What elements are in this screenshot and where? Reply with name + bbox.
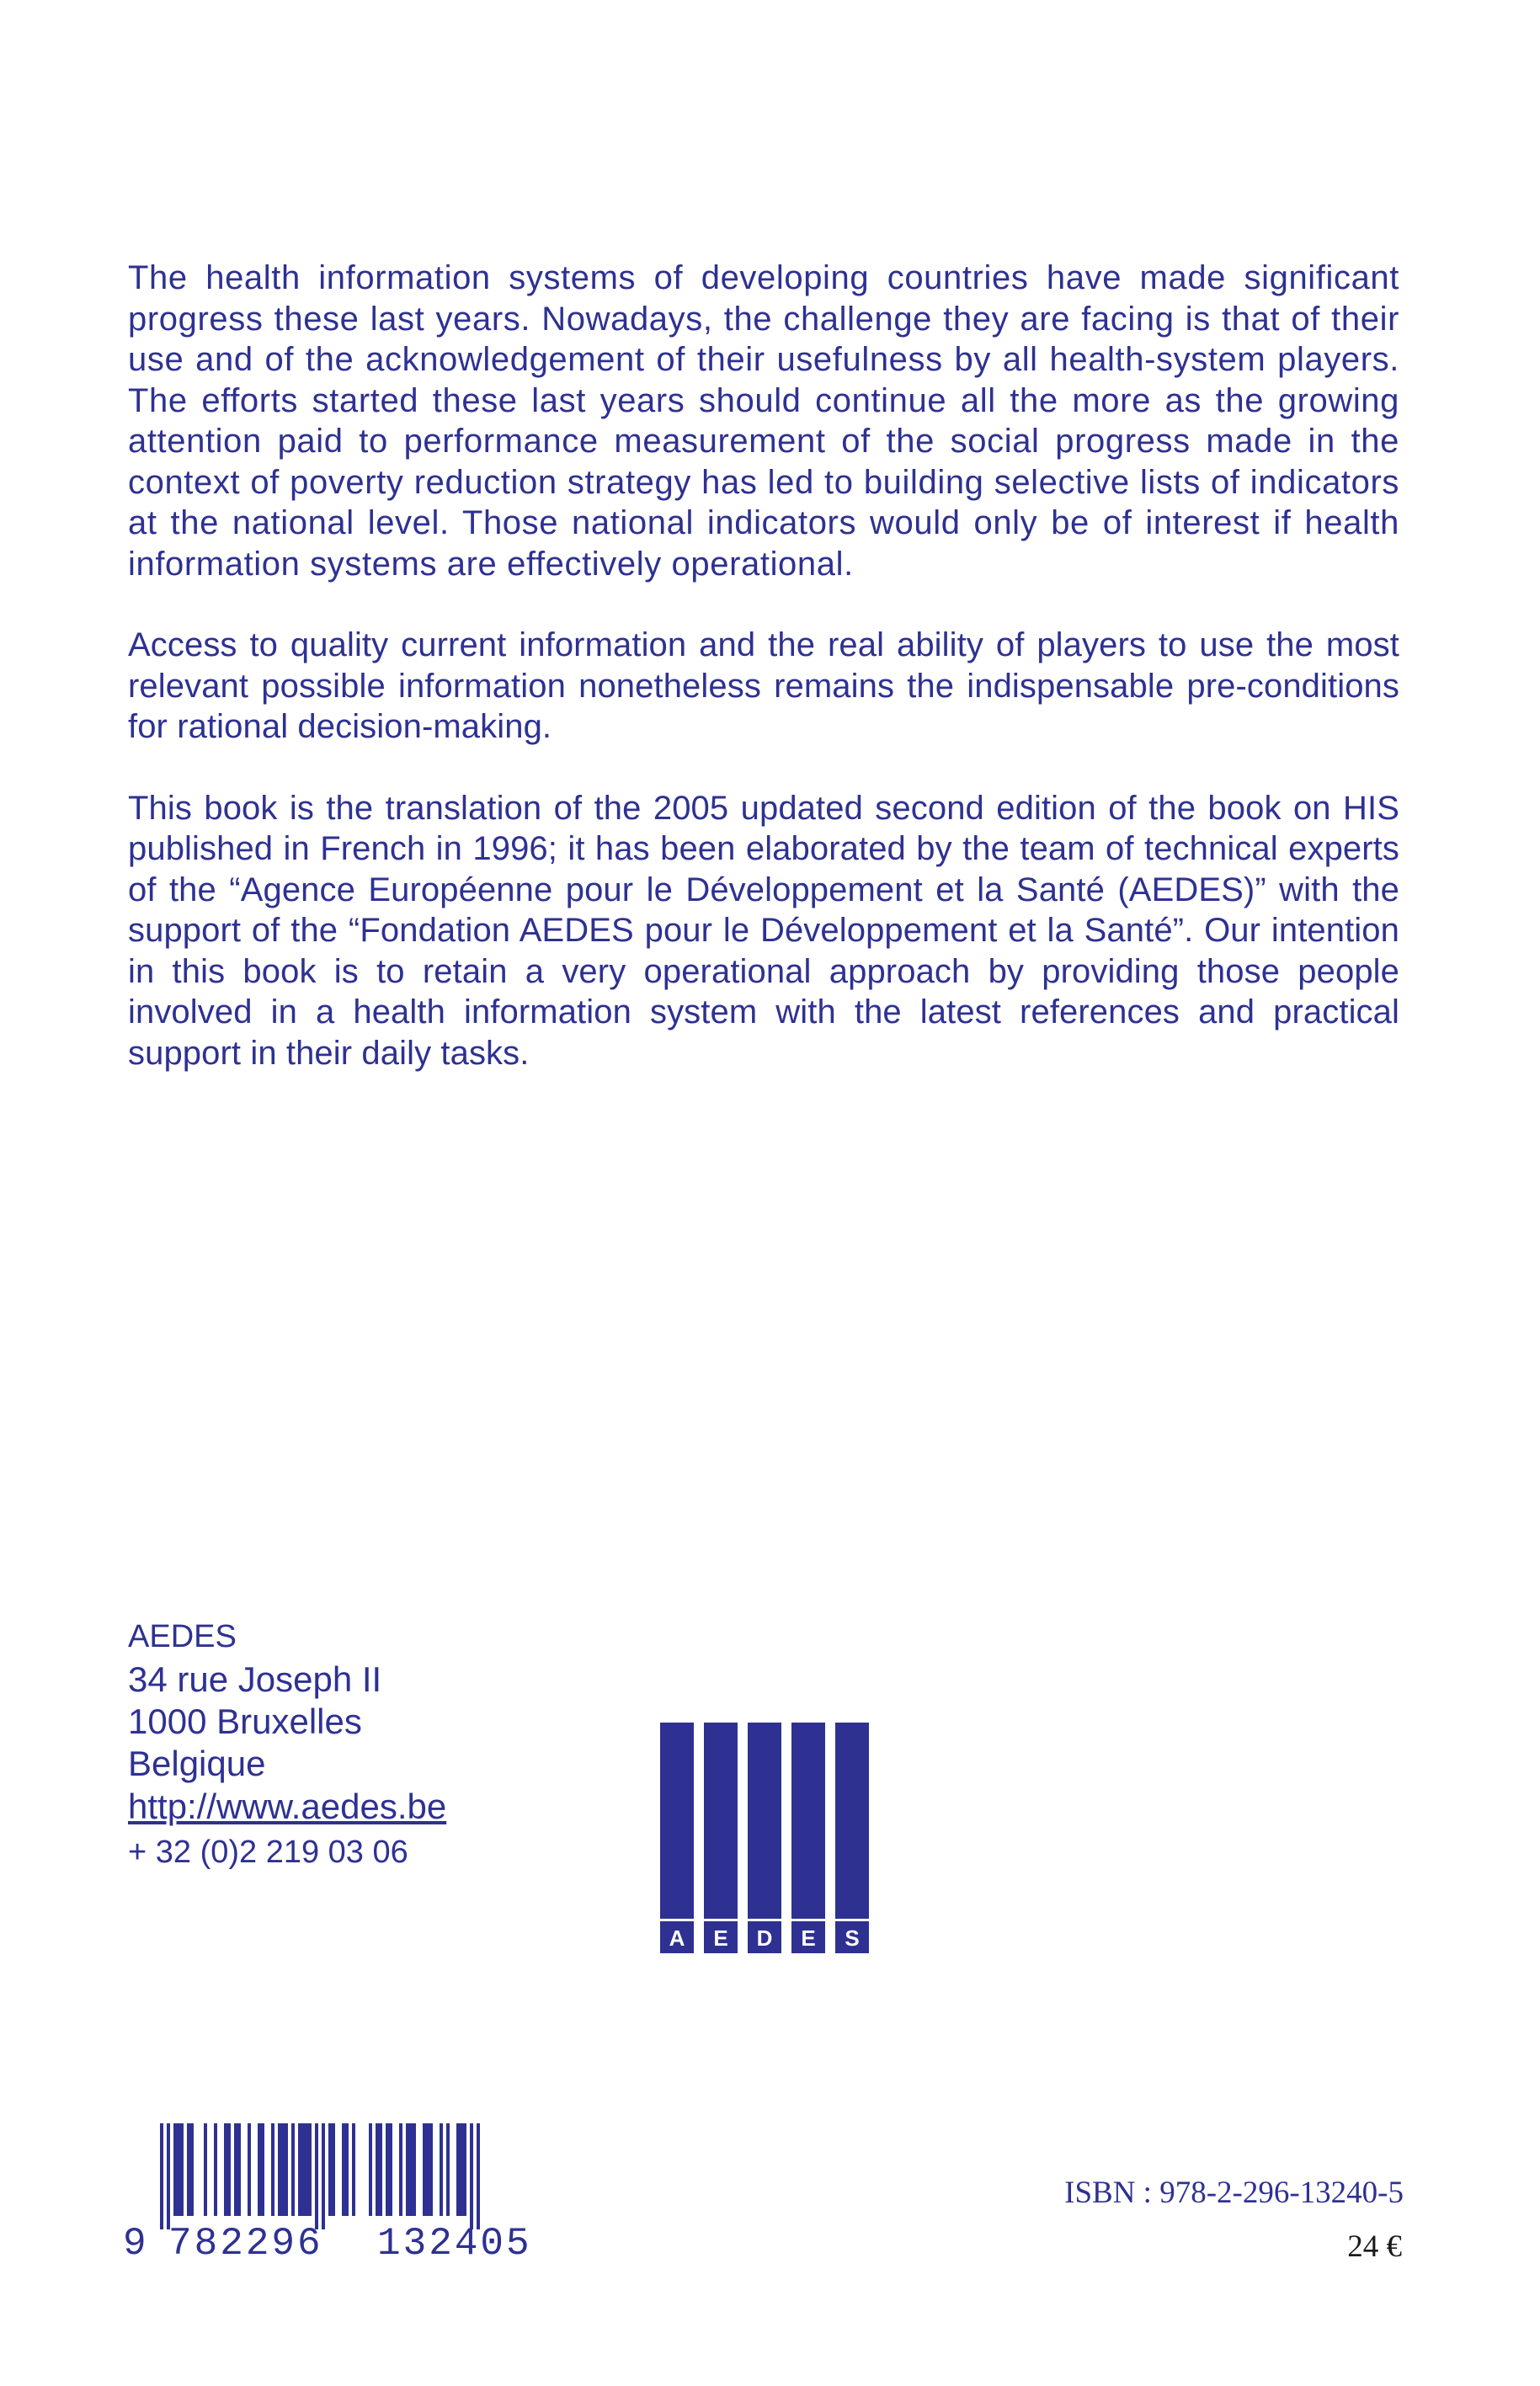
barcode-bar: [190, 2123, 194, 2216]
barcode-bar: [234, 2123, 237, 2216]
barcode-bar: [278, 2123, 281, 2216]
paragraph-book: This book is the translation of the 2005 updated second edition of the book on HIS published in French in 1996; it has been elaborated by the team of technical experts of the “Agence Européenne pour le Développement et la Santé (AEDES)” with the support of the “Fondation AEDES pour le Développement et la Santé”. Our intention in this book is to retain a very operational approach by providing those people involved in a health information system with the latest references and practical support in their daily tasks.: [128, 789, 1399, 1072]
barcode-bar: [379, 2123, 382, 2216]
barcode-bar: [308, 2123, 312, 2216]
barcode-bar: [429, 2123, 433, 2216]
barcode-first-digit: 9: [123, 2222, 147, 2266]
barcode-bar: [204, 2123, 207, 2216]
barcode-bar: [258, 2123, 261, 2216]
barcode-bar: [399, 2123, 402, 2216]
barcode-bar: [345, 2123, 349, 2216]
logo-bar: [835, 1723, 869, 1953]
barcode-right-group: 132405: [377, 2222, 532, 2266]
logo-bar-divider: [660, 1919, 694, 1921]
logo-letter: E: [713, 1925, 728, 1951]
barcode-guard-bar: [322, 2123, 325, 2229]
logo-letter: A: [669, 1925, 685, 1951]
barcode-bar: [237, 2123, 241, 2216]
barcode-bar: [376, 2123, 379, 2216]
barcode-guard-bar: [470, 2123, 473, 2229]
barcode-guard-bar: [477, 2123, 480, 2229]
barcode-bar: [413, 2123, 416, 2216]
paragraph-access: Access to quality current information and the real ability of players to use the most relevant possible information nonetheless remains the indispensable pre-conditions for rational decision-making.: [128, 626, 1399, 745]
barcode-bar: [342, 2123, 345, 2216]
logo-letter: D: [756, 1925, 773, 1951]
logo-letter: S: [845, 1925, 860, 1951]
address-country: Belgique: [128, 1744, 266, 1783]
barcode-bar: [227, 2123, 231, 2216]
barcode-bar: [389, 2123, 392, 2216]
barcode-bar: [285, 2123, 288, 2216]
barcode-bar: [301, 2123, 305, 2216]
barcode-bar: [214, 2123, 217, 2216]
logo-bar-divider: [791, 1919, 825, 1921]
aedes-logo: [660, 1723, 869, 1953]
barcode-guard-bar: [315, 2123, 318, 2229]
barcode-bar: [386, 2123, 389, 2216]
logo-bar: [791, 1723, 825, 1953]
barcode-bar: [406, 2123, 409, 2216]
address-city: 1000 Bruxelles: [128, 1702, 362, 1741]
logo-bar-divider: [835, 1919, 869, 1921]
barcode-bar: [305, 2123, 308, 2216]
logo-bar: [748, 1723, 781, 1953]
barcode-bar: [281, 2123, 285, 2216]
paragraph-intro: The health information systems of developing countries have made significant progress these last years. Nowadays, the challenge they are facing is that of their use and of the acknowledgement of their usefulness by all health-system players. The efforts started these last years should continue all the more as the growing attention paid to performance measurement of the social progress made in the context of poverty reduction strategy has led to building selective lists of indicators at the national level. Those national indicators would only be of interest if health information systems are effectively operational.: [128, 259, 1399, 583]
logo-letter: E: [801, 1925, 816, 1951]
barcode-bar: [291, 2123, 295, 2216]
back-cover-text: [128, 258, 1399, 1114]
barcode-bar: [332, 2123, 335, 2216]
barcode-bar: [369, 2123, 372, 2216]
barcode-bar: [261, 2123, 264, 2216]
barcode-bar: [456, 2123, 460, 2216]
barcode-bar: [187, 2123, 190, 2216]
barcode-bar: [298, 2123, 301, 2216]
logo-bar: [704, 1723, 738, 1953]
logo-bar: [660, 1723, 694, 1953]
website-link[interactable]: http://www.aedes.be: [128, 1787, 447, 1826]
price-label: 24 €: [1347, 2229, 1402, 2264]
logo-bar-divider: [748, 1919, 781, 1921]
barcode-guard-bar: [167, 2123, 170, 2229]
isbn-number: ISBN : 978-2-296-13240-5: [1064, 2176, 1404, 2210]
barcode-bar: [440, 2123, 443, 2216]
address-street: 34 rue Joseph II: [128, 1659, 382, 1699]
barcode-bar: [423, 2123, 426, 2216]
phone-number: + 32 (0)2 219 03 06: [128, 1835, 408, 1870]
barcode-bar: [463, 2123, 466, 2216]
barcode-bar: [328, 2123, 332, 2216]
barcode-bar: [224, 2123, 227, 2216]
barcode-bar: [409, 2123, 413, 2216]
barcode-bar: [173, 2123, 177, 2216]
barcode-left-group: 782296: [168, 2222, 323, 2266]
barcode-guard-bar: [160, 2123, 163, 2229]
publisher-address: [128, 1615, 446, 1876]
barcode-bar: [460, 2123, 463, 2216]
barcode-bar: [180, 2123, 184, 2216]
barcode-bar: [426, 2123, 429, 2216]
barcode-bar: [177, 2123, 180, 2216]
logo-bar-divider: [704, 1919, 738, 1921]
barcode: [123, 2123, 500, 2229]
barcode-bar: [446, 2123, 450, 2216]
publisher-name: AEDES: [128, 1619, 237, 1654]
barcode-bar: [271, 2123, 274, 2216]
barcode-bar: [352, 2123, 355, 2216]
barcode-bar: [248, 2123, 251, 2216]
